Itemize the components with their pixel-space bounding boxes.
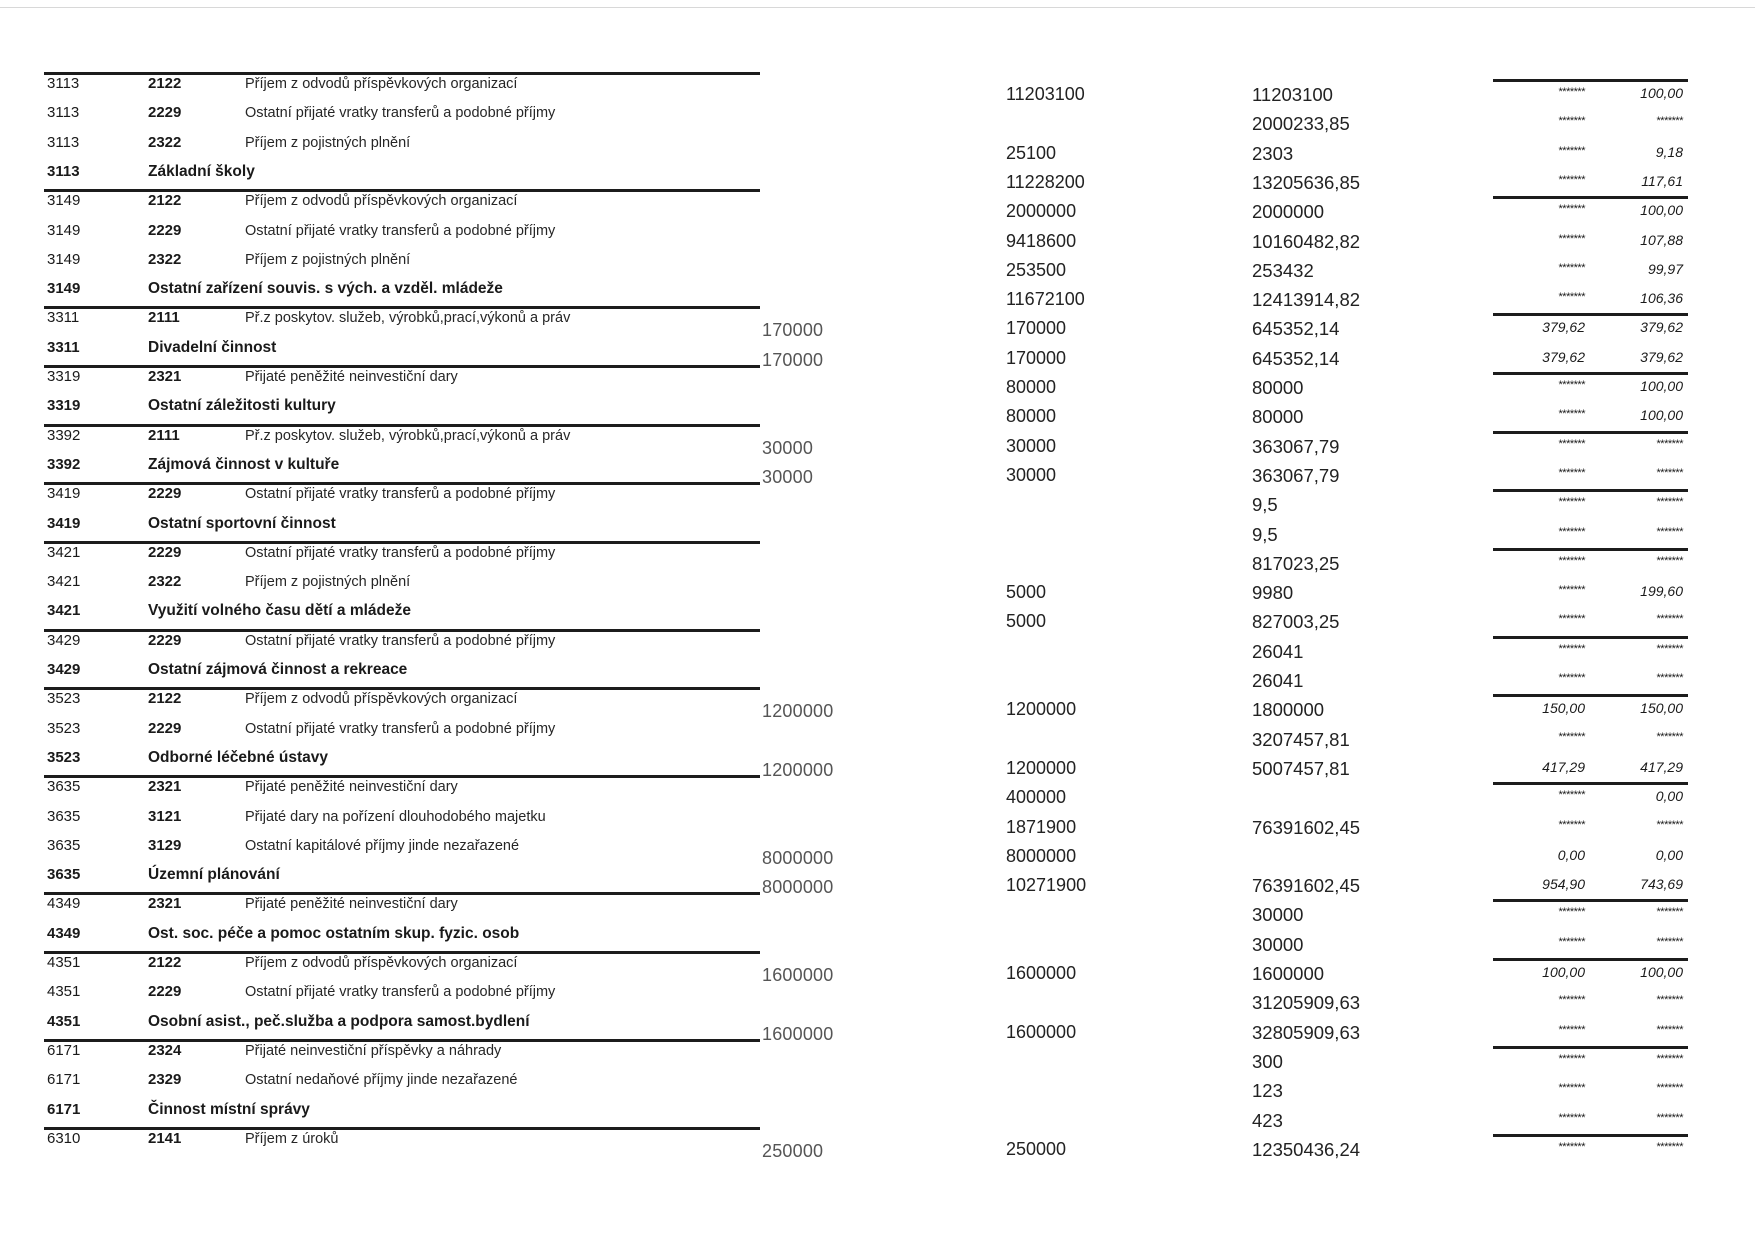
percent-of-approved: 100,00 [1542, 964, 1585, 980]
table-row [0, 76, 1755, 105]
actual-value: 363067,79 [1252, 465, 1340, 486]
paragraph-code: 6171 [47, 1042, 81, 1059]
percent-of-approved: 0,00 [1557, 847, 1585, 863]
paragraph-code: 3319 [47, 397, 81, 414]
item-code: 2229 [148, 720, 182, 737]
paragraph-code: 3392 [47, 427, 81, 444]
percent-of-approved: 417,29 [1542, 759, 1585, 775]
percent-of-adjusted: ******* [1656, 438, 1683, 450]
percent-of-adjusted: 150,00 [1640, 700, 1683, 716]
paragraph-code: 3429 [47, 661, 81, 678]
percent-of-adjusted: ******* [1656, 467, 1683, 479]
section-name: Odborné léčebné ústavy [148, 749, 329, 766]
paragraph-code: 6310 [47, 1130, 81, 1147]
item-code: 2229 [148, 485, 182, 502]
actual-value: 80000 [1252, 377, 1304, 398]
item-description: Ostatní přijaté vratky transferů a podobné příjmy [245, 721, 556, 737]
table-row [0, 691, 1755, 720]
table-row [0, 633, 1755, 662]
percent-of-approved: ******* [1558, 291, 1585, 303]
adjusted-budget-value: 1200000 [1006, 758, 1077, 778]
item-code: 2122 [148, 954, 182, 971]
item-code: 2322 [148, 134, 182, 151]
item-description: Ostatní kapitálové příjmy jinde nezařazené [245, 838, 520, 854]
actual-value: 32805909,63 [1252, 1022, 1361, 1043]
paragraph-code: 3311 [47, 339, 80, 356]
table-row [0, 486, 1755, 515]
paragraph-code: 6171 [47, 1071, 81, 1088]
item-description: Přijaté peněžité neinvestiční dary [245, 779, 458, 795]
paragraph-code: 3421 [47, 544, 81, 561]
percent-of-approved: ******* [1558, 819, 1585, 831]
percent-of-adjusted: ******* [1656, 1141, 1683, 1153]
percent-of-adjusted: 9,18 [1655, 144, 1683, 160]
item-description: Ostatní přijaté vratky transferů a podobné příjmy [245, 984, 556, 1000]
percent-of-adjusted: ******* [1656, 994, 1683, 1006]
percent-of-adjusted: ******* [1656, 1112, 1683, 1124]
paragraph-code: 3392 [47, 456, 81, 473]
adjusted-budget-value: 11228200 [1006, 172, 1085, 192]
actual-value: 9,5 [1252, 494, 1278, 515]
paragraph-code: 3523 [47, 690, 81, 707]
adjusted-budget-value: 30000 [1006, 436, 1057, 456]
subtotal-row [0, 603, 1755, 632]
adjusted-budget-value: 1200000 [1006, 699, 1077, 719]
percent-of-approved: ******* [1558, 203, 1585, 215]
paragraph-code: 4351 [47, 983, 81, 1000]
item-code: 2111 [148, 427, 180, 444]
percent-of-approved: ******* [1558, 1082, 1585, 1094]
table-row [0, 310, 1755, 339]
percent-of-approved: ******* [1558, 408, 1585, 420]
item-code: 2122 [148, 192, 182, 209]
paragraph-code: 3311 [47, 309, 80, 326]
percent-of-approved: ******* [1558, 379, 1585, 391]
percent-of-adjusted: 100,00 [1640, 407, 1683, 423]
section-divider [1493, 489, 1688, 492]
item-description: Příjem z pojistných plnění [245, 252, 411, 268]
item-code: 2324 [148, 1042, 182, 1059]
table-row [0, 1131, 1755, 1160]
actual-value: 363067,79 [1252, 436, 1340, 457]
paragraph-code: 3523 [47, 749, 81, 766]
percent-of-adjusted: 99,97 [1647, 261, 1683, 277]
percent-of-adjusted: ******* [1656, 906, 1683, 918]
percent-of-adjusted: 379,62 [1640, 319, 1683, 335]
item-code: 2229 [148, 544, 182, 561]
actual-value: 31205909,63 [1252, 992, 1361, 1013]
section-name: Divadelní činnost [148, 339, 277, 356]
table-row [0, 1043, 1755, 1072]
percent-of-approved: ******* [1558, 115, 1585, 127]
paragraph-code: 3149 [47, 280, 81, 297]
percent-of-approved: 379,62 [1542, 319, 1585, 335]
percent-of-approved: 150,00 [1542, 700, 1585, 716]
item-code: 2322 [148, 251, 182, 268]
table-row [0, 135, 1755, 164]
percent-of-adjusted: 100,00 [1640, 378, 1683, 394]
percent-of-approved: ******* [1558, 438, 1585, 450]
item-description: Ostatní nedaňové příjmy jinde nezařazené [245, 1072, 518, 1088]
item-code: 2122 [148, 75, 182, 92]
percent-of-adjusted: ******* [1656, 731, 1683, 743]
item-code: 2122 [148, 690, 182, 707]
item-code: 2322 [148, 573, 182, 590]
table-row [0, 1072, 1755, 1101]
item-code: 2229 [148, 983, 182, 1000]
item-code: 2321 [148, 368, 182, 385]
adjusted-budget-value: 5000 [1006, 582, 1047, 602]
approved-budget-value: 170000 [762, 320, 824, 340]
actual-value: 13205636,85 [1252, 172, 1361, 193]
percent-of-approved: ******* [1558, 789, 1585, 801]
percent-of-adjusted: ******* [1656, 1053, 1683, 1065]
section-divider [1493, 372, 1688, 375]
section-divider [1493, 1134, 1688, 1137]
table-row [0, 779, 1755, 808]
item-code: 2321 [148, 895, 182, 912]
percent-of-adjusted: 100,00 [1640, 85, 1683, 101]
actual-value: 80000 [1252, 406, 1304, 427]
item-description: Přijaté peněžité neinvestiční dary [245, 896, 458, 912]
actual-value: 30000 [1252, 934, 1304, 955]
actual-value: 123 [1252, 1080, 1283, 1101]
item-code: 2141 [148, 1130, 182, 1147]
percent-of-adjusted: 417,29 [1640, 759, 1683, 775]
table-row [0, 809, 1755, 838]
item-code: 2229 [148, 104, 182, 121]
table-row [0, 838, 1755, 867]
percent-of-approved: ******* [1558, 262, 1585, 274]
paragraph-code: 4349 [47, 895, 81, 912]
actual-value: 1600000 [1252, 963, 1325, 984]
table-row [0, 545, 1755, 574]
paragraph-code: 3635 [47, 866, 81, 883]
section-divider [1493, 636, 1688, 639]
paragraph-code: 3523 [47, 720, 81, 737]
actual-value: 827003,25 [1252, 611, 1340, 632]
table-row [0, 193, 1755, 222]
table-row [0, 428, 1755, 457]
item-description: Ostatní přijaté vratky transferů a podobné příjmy [245, 223, 556, 239]
item-description: Př.z poskytov. služeb, výrobků,prací,výkonů a práv [245, 428, 571, 444]
approved-budget-value: 1600000 [762, 965, 834, 985]
section-divider [1493, 1046, 1688, 1049]
item-description: Příjem z odvodů příspěvkových organizací [245, 76, 518, 92]
item-description: Přijaté neinvestiční příspěvky a náhrady [245, 1043, 502, 1059]
approved-budget-value: 30000 [762, 467, 814, 487]
percent-of-approved: ******* [1558, 584, 1585, 596]
adjusted-budget-value: 10271900 [1006, 875, 1087, 895]
paragraph-code: 3419 [47, 515, 81, 532]
paragraph-code: 3635 [47, 837, 81, 854]
item-description: Ostatní přijaté vratky transferů a podobné příjmy [245, 545, 556, 561]
paragraph-code: 3635 [47, 778, 81, 795]
percent-of-adjusted: 100,00 [1640, 964, 1683, 980]
percent-of-adjusted: ******* [1656, 643, 1683, 655]
percent-of-adjusted: ******* [1656, 526, 1683, 538]
actual-value: 423 [1252, 1110, 1283, 1131]
percent-of-approved: ******* [1558, 613, 1585, 625]
actual-value: 2000000 [1252, 201, 1325, 222]
section-name: Ostatní sportovní činnost [148, 515, 336, 532]
paragraph-code: 3113 [47, 163, 80, 180]
paragraph-code: 3429 [47, 632, 81, 649]
item-description: Příjem z úroků [245, 1131, 339, 1147]
section-divider [1493, 548, 1688, 551]
item-description: Př.z poskytov. služeb, výrobků,prací,výkonů a práv [245, 310, 571, 326]
percent-of-approved: ******* [1558, 86, 1585, 98]
item-description: Příjem z odvodů příspěvkových organizací [245, 955, 518, 971]
paragraph-code: 4351 [47, 1013, 81, 1030]
percent-of-adjusted: ******* [1656, 936, 1683, 948]
item-description: Ostatní přijaté vratky transferů a podobné příjmy [245, 105, 556, 121]
section-name: Osobní asist., peč.služba a podpora samost.bydlení [148, 1013, 530, 1030]
adjusted-budget-value: 250000 [1006, 1139, 1067, 1159]
approved-budget-value: 8000000 [762, 877, 834, 897]
section-name: Ostatní zájmová činnost a rekreace [148, 661, 408, 678]
percent-of-approved: ******* [1558, 526, 1585, 538]
percent-of-approved: ******* [1558, 1053, 1585, 1065]
approved-budget-value: 170000 [762, 350, 824, 370]
section-divider [1493, 313, 1688, 316]
percent-of-adjusted: ******* [1656, 115, 1683, 127]
paragraph-code: 4349 [47, 925, 81, 942]
section-divider [1493, 196, 1688, 199]
percent-of-approved: ******* [1558, 936, 1585, 948]
actual-value: 645352,14 [1252, 348, 1340, 369]
percent-of-adjusted: ******* [1656, 555, 1683, 567]
section-name: Využití volného času dětí a mládeže [148, 602, 412, 619]
adjusted-budget-value: 11203100 [1006, 84, 1085, 104]
paragraph-code: 3419 [47, 485, 81, 502]
percent-of-approved: ******* [1558, 174, 1585, 186]
section-divider [1493, 431, 1688, 434]
section-divider [1493, 694, 1688, 697]
item-code: 2111 [148, 309, 180, 326]
percent-of-approved: ******* [1558, 145, 1585, 157]
adjusted-budget-value: 253500 [1006, 260, 1067, 280]
section-divider [1493, 782, 1688, 785]
percent-of-adjusted: 107,88 [1640, 232, 1683, 248]
actual-value: 2303 [1252, 143, 1294, 164]
adjusted-budget-value: 170000 [1006, 348, 1067, 368]
approved-budget-value: 1600000 [762, 1024, 834, 1044]
table-row [0, 984, 1755, 1013]
table-row [0, 223, 1755, 252]
paragraph-code: 3113 [47, 75, 80, 92]
subtotal-row [0, 398, 1755, 427]
actual-value: 26041 [1252, 641, 1304, 662]
item-code: 2229 [148, 222, 182, 239]
percent-of-approved: 379,62 [1542, 349, 1585, 365]
paragraph-code: 3421 [47, 573, 81, 590]
actual-value: 9,5 [1252, 524, 1278, 545]
adjusted-budget-value: 5000 [1006, 611, 1047, 631]
section-name: Ost. soc. péče a pomoc ostatním skup. fyzic. osob [148, 925, 520, 942]
percent-of-adjusted: 379,62 [1640, 349, 1683, 365]
item-description: Příjem z pojistných plnění [245, 135, 411, 151]
table-row [0, 896, 1755, 925]
actual-value: 76391602,45 [1252, 875, 1361, 896]
percent-of-approved: ******* [1558, 1112, 1585, 1124]
percent-of-adjusted: ******* [1656, 496, 1683, 508]
percent-of-approved: ******* [1558, 467, 1585, 479]
actual-value: 30000 [1252, 904, 1304, 925]
paragraph-code: 3319 [47, 368, 81, 385]
table-row [0, 369, 1755, 398]
item-description: Příjem z odvodů příspěvkových organizací [245, 193, 518, 209]
table-row [0, 105, 1755, 134]
item-code: 3129 [148, 837, 182, 854]
percent-of-adjusted: 199,60 [1640, 583, 1683, 599]
item-code: 3121 [148, 808, 182, 825]
percent-of-adjusted: ******* [1656, 672, 1683, 684]
item-description: Příjem z pojistných plnění [245, 574, 411, 590]
percent-of-adjusted: 117,61 [1641, 173, 1683, 189]
adjusted-budget-value: 2000000 [1006, 201, 1077, 221]
table-row [0, 955, 1755, 984]
actual-value: 12350436,24 [1252, 1139, 1361, 1160]
percent-of-approved: ******* [1558, 731, 1585, 743]
page-top-edge [0, 7, 1755, 8]
paragraph-code: 3149 [47, 192, 81, 209]
approved-budget-value: 30000 [762, 438, 814, 458]
section-name: Zájmová činnost v kultuře [148, 456, 340, 473]
actual-value: 5007457,81 [1252, 758, 1350, 779]
item-description: Příjem z odvodů příspěvkových organizací [245, 691, 518, 707]
actual-value: 9980 [1252, 582, 1294, 603]
actual-value: 253432 [1252, 260, 1314, 281]
section-divider [1493, 899, 1688, 902]
approved-budget-value: 1200000 [762, 760, 834, 780]
section-divider [1493, 958, 1688, 961]
paragraph-code: 3113 [47, 104, 80, 121]
actual-value: 12413914,82 [1252, 289, 1361, 310]
paragraph-code: 3635 [47, 808, 81, 825]
percent-of-approved: ******* [1558, 555, 1585, 567]
percent-of-adjusted: 0,00 [1655, 847, 1683, 863]
approved-budget-value: 8000000 [762, 848, 834, 868]
percent-of-approved: 954,90 [1542, 876, 1585, 892]
table-row [0, 721, 1755, 750]
percent-of-adjusted: ******* [1656, 1082, 1683, 1094]
percent-of-approved: ******* [1558, 906, 1585, 918]
percent-of-adjusted: 0,00 [1655, 788, 1683, 804]
actual-value: 11203100 [1252, 84, 1333, 105]
section-name: Činnost místní správy [148, 1101, 310, 1118]
item-description: Ostatní přijaté vratky transferů a podobné příjmy [245, 486, 556, 502]
percent-of-approved: ******* [1558, 643, 1585, 655]
adjusted-budget-value: 8000000 [1006, 846, 1077, 866]
adjusted-budget-value: 170000 [1006, 318, 1067, 338]
adjusted-budget-value: 1600000 [1006, 1022, 1077, 1042]
actual-value: 300 [1252, 1051, 1283, 1072]
adjusted-budget-value: 9418600 [1006, 231, 1077, 251]
paragraph-code: 3421 [47, 602, 81, 619]
item-description: Ostatní přijaté vratky transferů a podobné příjmy [245, 633, 556, 649]
percent-of-approved: ******* [1558, 496, 1585, 508]
percent-of-approved: ******* [1558, 1024, 1585, 1036]
item-code: 2229 [148, 632, 182, 649]
paragraph-code: 6171 [47, 1101, 81, 1118]
percent-of-adjusted: ******* [1656, 1024, 1683, 1036]
adjusted-budget-value: 1871900 [1006, 817, 1077, 837]
percent-of-approved: ******* [1558, 994, 1585, 1006]
percent-of-approved: ******* [1558, 233, 1585, 245]
paragraph-code: 3149 [47, 251, 81, 268]
actual-value: 3207457,81 [1252, 729, 1350, 750]
actual-value: 10160482,82 [1252, 231, 1361, 252]
actual-value: 26041 [1252, 670, 1304, 691]
item-description: Přijaté peněžité neinvestiční dary [245, 369, 458, 385]
table-row [0, 252, 1755, 281]
item-description: Přijaté dary na pořízení dlouhodobého majetku [245, 809, 546, 825]
adjusted-budget-value: 25100 [1006, 143, 1057, 163]
section-name: Ostatní záležitosti kultury [148, 397, 336, 414]
adjusted-budget-value: 80000 [1006, 406, 1057, 426]
paragraph-code: 3113 [47, 134, 80, 151]
approved-budget-value: 1200000 [762, 701, 834, 721]
section-divider [1493, 79, 1688, 82]
actual-value: 1800000 [1252, 699, 1325, 720]
adjusted-budget-value: 30000 [1006, 465, 1057, 485]
percent-of-adjusted: ******* [1656, 819, 1683, 831]
percent-of-adjusted: ******* [1656, 613, 1683, 625]
percent-of-adjusted: 743,69 [1640, 876, 1683, 892]
approved-budget-value: 250000 [762, 1141, 824, 1161]
actual-value: 76391602,45 [1252, 817, 1361, 838]
adjusted-budget-value: 1600000 [1006, 963, 1077, 983]
table-row [0, 574, 1755, 603]
percent-of-approved: ******* [1558, 1141, 1585, 1153]
adjusted-budget-value: 400000 [1006, 787, 1067, 807]
actual-value: 2000233,85 [1252, 113, 1350, 134]
percent-of-approved: ******* [1558, 672, 1585, 684]
percent-of-adjusted: 106,36 [1640, 290, 1683, 306]
item-code: 2329 [148, 1071, 182, 1088]
actual-value: 645352,14 [1252, 318, 1340, 339]
paragraph-code: 4351 [47, 954, 81, 971]
section-name: Územní plánování [148, 866, 280, 883]
adjusted-budget-value: 80000 [1006, 377, 1057, 397]
percent-of-adjusted: 100,00 [1640, 202, 1683, 218]
item-code: 2321 [148, 778, 182, 795]
paragraph-code: 3149 [47, 222, 81, 239]
section-name: Základní školy [148, 163, 255, 180]
adjusted-budget-value: 11672100 [1006, 289, 1085, 309]
actual-value: 817023,25 [1252, 553, 1340, 574]
section-name: Ostatní zařízení souvis. s vých. a vzděl. mládeže [148, 280, 503, 297]
